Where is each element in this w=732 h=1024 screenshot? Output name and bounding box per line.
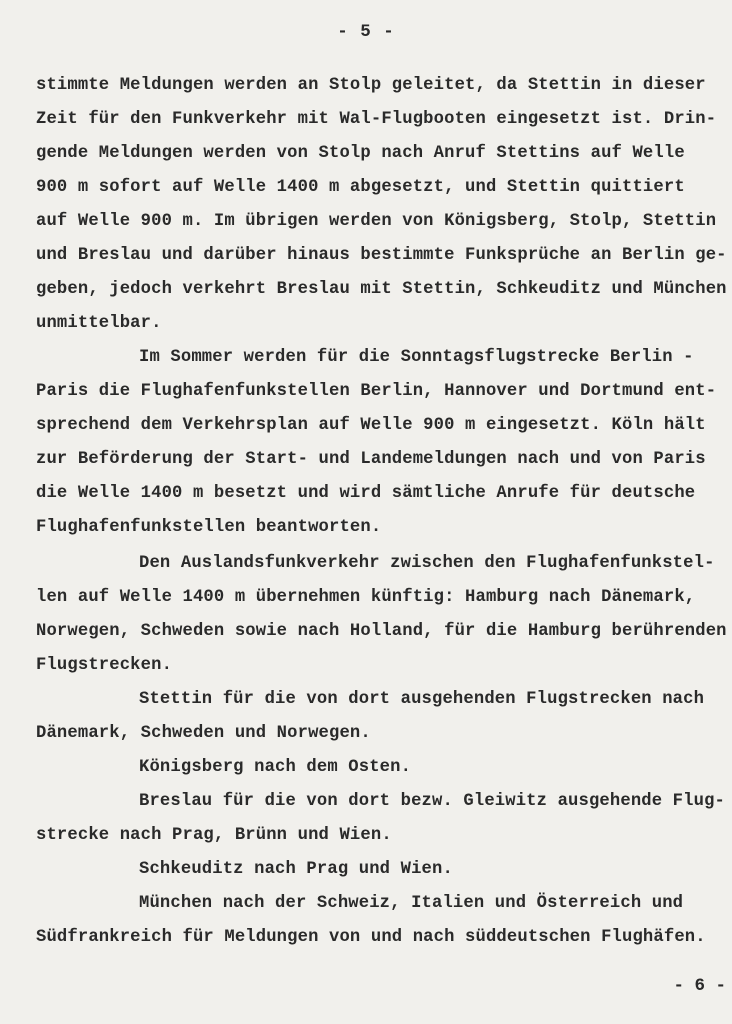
text-line: Paris die Flughafenfunkstellen Berlin, Hannover und Dortmund ent- [36,382,717,401]
text-line: geben, jedoch verkehrt Breslau mit Stettin, Schkeuditz und München [36,280,727,299]
text-line: unmittelbar. [36,314,162,333]
text-line: Dänemark, Schweden und Norwegen. [36,724,371,743]
text-line: die Welle 1400 m besetzt und wird sämtliche Anrufe für deutsche [36,484,696,503]
paragraph-first-line: Breslau für die von dort bezw. Gleiwitz ausgehende Flug- [139,792,725,811]
page-number: - 5 - [337,22,395,42]
text-line: Flugstrecken. [36,656,173,675]
paragraph-first-line: Stettin für die von dort ausgehenden Flugstrecken nach [139,690,705,709]
text-line: Flughafenfunkstellen beantworten. [36,518,382,537]
text-line: Norwegen, Schweden sowie nach Holland, für die Hamburg berührenden [36,622,727,641]
next-page-marker: - 6 - [673,976,726,996]
paragraph-first-line: Königsberg nach dem Osten. [139,758,412,777]
text-line: auf Welle 900 m. Im übrigen werden von Königsberg, Stolp, Stettin [36,212,717,231]
text-line: zur Beförderung der Start- und Landemeldungen nach und von Paris [36,450,706,469]
paragraph-first-line: Schkeuditz nach Prag und Wien. [139,860,453,879]
text-line: gende Meldungen werden von Stolp nach Anruf Stettins auf Welle [36,144,685,163]
paragraph-first-line: München nach der Schweiz, Italien und Österreich und [139,894,684,913]
text-line: und Breslau und darüber hinaus bestimmte Funksprüche an Berlin ge- [36,246,727,265]
text-line: sprechend dem Verkehrsplan auf Welle 900 m eingesetzt. Köln hält [36,416,706,435]
text-line: len auf Welle 1400 m übernehmen künftig: Hamburg nach Dänemark, [36,588,696,607]
text-line: 900 m sofort auf Welle 1400 m abgesetzt, und Stettin quittiert [36,178,685,197]
text-line: Zeit für den Funkverkehr mit Wal-Flugbooten eingesetzt ist. Drin- [36,110,717,129]
paragraph-first-line: Im Sommer werden für die Sonntagsflugstrecke Berlin - [139,348,694,367]
text-line: strecke nach Prag, Brünn und Wien. [36,826,392,845]
text-line: stimmte Meldungen werden an Stolp geleitet, da Stettin in dieser [36,76,706,95]
text-line: Südfrankreich für Meldungen von und nach süddeutschen Flughäfen. [36,928,706,947]
paragraph-first-line: Den Auslandsfunkverkehr zwischen den Flughafenfunkstel- [139,554,715,573]
